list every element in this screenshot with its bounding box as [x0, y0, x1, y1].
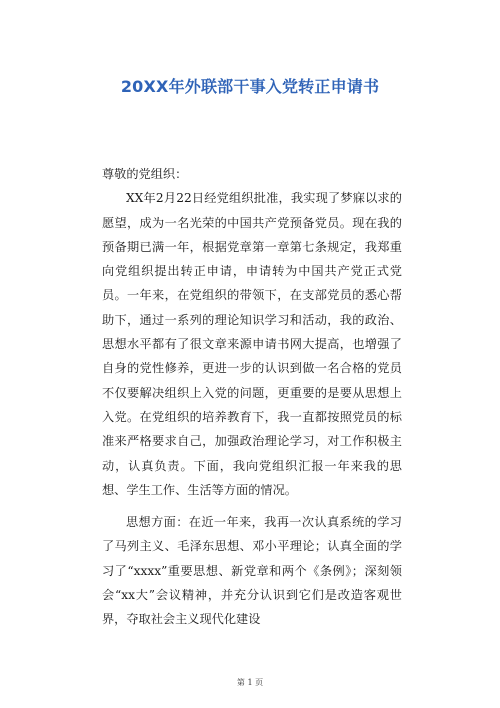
paragraph-2: 思想方面：在近一年来，我再一次认真系统的学习了马列主义、毛泽东思想、邓小平理论；认真全面的学习了“xxxx”重要思想、新党章和两个《条例》；深刻领会“xx大”会议精神，并充分认识到它们是改造客观世界，夺取社会主义现代化建设 [102, 515, 402, 627]
document-title: 20XX年外联部干事入党转正申请书 [120, 77, 380, 96]
page-number: 第 1 页 [236, 678, 264, 687]
document-body [102, 162, 402, 640]
paragraph-1: XX年2月22日经党组织批准，我实现了梦寐以求的愿望，成为一名光荣的中国共产党预备党员。现在我的预备期已满一年，根据党章第一章第七条规定，我郑重向党组织提出转正申请，申请转为中国共产党正式党员。一年来，在党组织的带领下，在支部党员的悉心帮助下，通过一系列的理论知识学习和活动，我的政治、思想水平都有了很文章来源申请书网大提高，也增强了自身的党性修养，更进一步的认识到做一名合格的党员不仅要解决组织上入党的问题，更重要的是要从思想上入党。在党组织的培养教育下，我一直都按照党员的标准来严格要求自己，加强政治理论学习，对工作积极主动，认真负责。下面，我向党组织汇报一年来我的思想、学生工作、生活等方面的情况。 [102, 191, 402, 497]
salutation: 尊敬的党组织： [102, 167, 188, 181]
